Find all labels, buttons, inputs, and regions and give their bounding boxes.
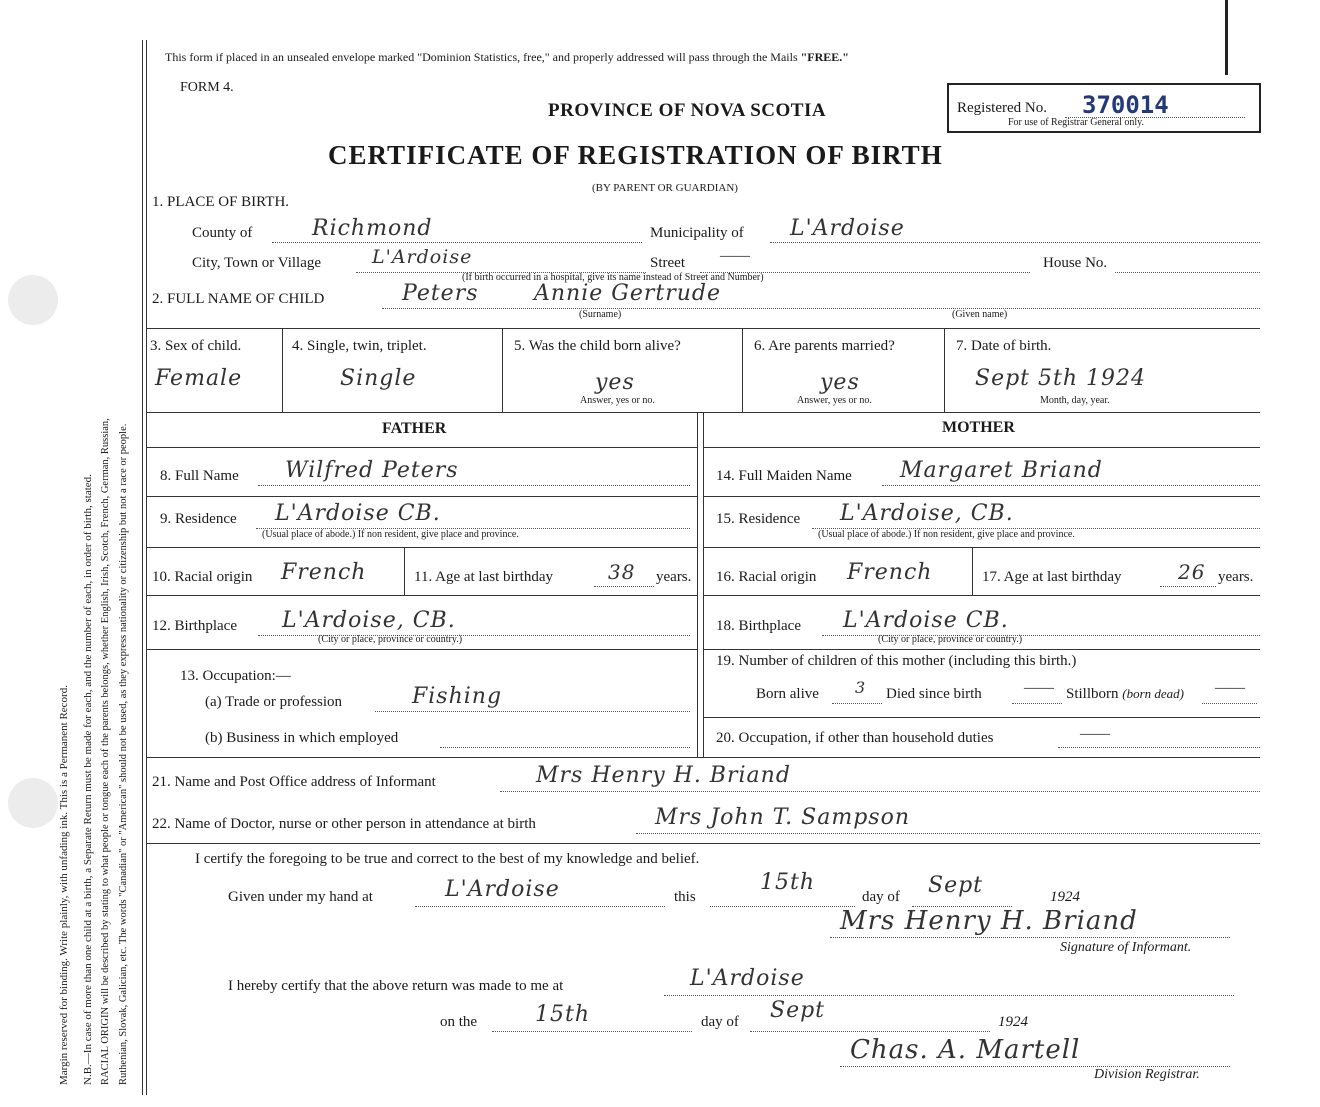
- registrar-day: 15th: [535, 1002, 591, 1027]
- child-given-name: Annie Gertrude: [534, 281, 722, 306]
- plurality-label: 4. Single, twin, triplet.: [292, 338, 427, 354]
- mother-occupation-value: ——: [1080, 726, 1110, 742]
- father-birthplace-label: 12. Birthplace: [152, 618, 237, 634]
- margin-note-1: Margin reserved for binding. Write plainly, with unfading ink. This is a Permanent Record.: [58, 685, 70, 1085]
- father-heading: FATHER: [382, 420, 447, 437]
- hospital-note: (If birth occurred in a hospital, give its name instead of Street and Number): [462, 272, 764, 283]
- father-years: years.: [656, 569, 692, 585]
- form-number: FORM 4.: [180, 80, 234, 95]
- died-label: Died since birth: [886, 686, 982, 702]
- registration-number: 370014: [1082, 91, 1169, 119]
- certify-text: I certify the foregoing to be true and correct to the best of my knowledge and belief.: [195, 851, 700, 867]
- certify-day: 15th: [760, 870, 816, 895]
- mother-age-label: 17. Age at last birthday: [982, 569, 1122, 585]
- father-name-value: Wilfred Peters: [285, 458, 459, 483]
- registrar-month: Sept: [770, 998, 826, 1023]
- father-trade-label: (a) Trade or profession: [205, 694, 343, 710]
- this-label: this: [674, 889, 696, 905]
- mother-birthplace-note: (City or place, province or country.): [878, 634, 1023, 645]
- born-alive-count: 3: [855, 678, 867, 697]
- county-value: Richmond: [312, 216, 433, 241]
- certify-year: 1924: [1050, 889, 1080, 905]
- father-racial-value: French: [281, 560, 367, 585]
- mother-racial-value: French: [847, 560, 933, 585]
- dob-label: 7. Date of birth.: [956, 338, 1052, 354]
- stillborn-value: ——: [1215, 680, 1245, 696]
- parents-married-label: 6. Are parents married?: [754, 338, 895, 354]
- form-left-border: [142, 40, 143, 1095]
- street-label: Street: [650, 255, 685, 271]
- yesno-note: Answer, yes or no.: [797, 395, 872, 406]
- children-count-label: 19. Number of children of this mother (including this birth.): [716, 653, 1077, 669]
- street-value: ——: [720, 248, 750, 264]
- dob-note: Month, day, year.: [1040, 395, 1110, 406]
- municipality-label: Municipality of: [650, 225, 744, 241]
- father-birthplace-value: L'Ardoise, CB.: [282, 608, 456, 633]
- surname-note: (Surname): [579, 309, 622, 320]
- yesno-note: Answer, yes or no.: [580, 395, 655, 406]
- certificate-subtitle: (BY PARENT OR GUARDIAN): [592, 182, 738, 194]
- born-alive-value: yes: [595, 370, 635, 395]
- informant-signature: Mrs Henry H. Briand: [840, 906, 1138, 936]
- given-under-hand-label: Given under my hand at: [228, 889, 373, 905]
- mother-name-value: Margaret Briand: [900, 458, 1103, 483]
- registrar-certify-text: I hereby certify that the above return was made to me at: [228, 978, 564, 994]
- father-age-value: 38: [608, 560, 636, 584]
- municipality-value: L'Ardoise: [790, 216, 905, 241]
- plurality-value: Single: [340, 366, 417, 391]
- father-racial-label: 10. Racial origin: [152, 569, 253, 585]
- died-value: ——: [1024, 680, 1054, 696]
- mother-birthplace-value: L'Ardoise CB.: [843, 608, 1009, 633]
- mother-abode-note: (Usual place of abode.) If non resident, give place and province.: [818, 529, 1075, 540]
- father-residence-value: L'Ardoise CB.: [275, 501, 441, 526]
- father-age-label: 11. Age at last birthday: [414, 569, 553, 585]
- mother-heading: MOTHER: [942, 419, 1015, 436]
- sex-label: 3. Sex of child.: [150, 338, 242, 354]
- registrar-signature: Chas. A. Martell: [850, 1035, 1081, 1065]
- margin-note-4: Ruthenian, Slovak, Galician, etc. The words "Canadian" or "American" should not be used, as they express nationality or citizenship but not a race or people.: [118, 423, 129, 1085]
- father-trade-value: Fishing: [412, 684, 503, 709]
- margin-note-2: N.B.—In case of more than one child at a birth, a Separate Return must be made for each, and the number of each, in order of birth, stated.: [82, 474, 94, 1085]
- registration-note: For use of Registrar General only.: [1008, 117, 1144, 128]
- informant-signature-label: Signature of Informant.: [1060, 940, 1192, 955]
- stillborn-note: (born dead): [1122, 686, 1185, 701]
- registrar-dayof-label: day of: [701, 1014, 739, 1030]
- registrar-year: 1924: [998, 1014, 1028, 1030]
- punch-hole: [8, 778, 58, 828]
- province-title: PROVINCE OF NOVA SCOTIA: [548, 100, 827, 121]
- father-residence-label: 9. Residence: [160, 511, 237, 527]
- mother-residence-value: L'Ardoise, CB.: [840, 501, 1014, 526]
- registrar-place: L'Ardoise: [690, 966, 805, 991]
- house-label: House No.: [1043, 255, 1108, 271]
- given-place: L'Ardoise: [445, 877, 560, 902]
- pen-mark: [1225, 0, 1228, 75]
- father-abode-note: (Usual place of abode.) If non resident, give place and province.: [262, 529, 519, 540]
- child-name-label: 2. FULL NAME OF CHILD: [152, 291, 325, 307]
- punch-hole: [8, 275, 58, 325]
- registration-label: Registered No.: [957, 100, 1047, 116]
- stillborn-label: [1066, 686, 1184, 703]
- place-of-birth-label: 1. PLACE OF BIRTH.: [152, 194, 290, 210]
- sex-value: Female: [155, 366, 243, 391]
- doctor-label: 22. Name of Doctor, nurse or other person in attendance at birth: [152, 816, 536, 832]
- mother-years: years.: [1218, 569, 1254, 585]
- mother-age-value: 26: [1178, 560, 1206, 584]
- doctor-value: Mrs John T. Sampson: [655, 805, 910, 830]
- certify-dayof-label: day of: [862, 889, 900, 905]
- mother-occupation-label: 20. Occupation, if other than household duties: [716, 730, 994, 746]
- mother-residence-label: 15. Residence: [716, 511, 801, 527]
- child-surname: Peters: [402, 281, 479, 306]
- father-business-label: (b) Business in which employed: [205, 730, 399, 746]
- father-name-label: 8. Full Name: [160, 468, 239, 484]
- parents-married-value: yes: [820, 370, 860, 395]
- born-alive-count-label: Born alive: [756, 686, 819, 702]
- city-label: City, Town or Village: [192, 255, 322, 271]
- dob-value: Sept 5th 1924: [975, 366, 1146, 391]
- certificate-title: CERTIFICATE OF REGISTRATION OF BIRTH: [328, 140, 943, 170]
- mother-birthplace-label: 18. Birthplace: [716, 618, 801, 634]
- mother-racial-label: 16. Racial origin: [716, 569, 817, 585]
- born-alive-label: 5. Was the child born alive?: [514, 338, 681, 354]
- stillborn-text: Stillborn: [1066, 686, 1119, 702]
- mother-name-label: 14. Full Maiden Name: [716, 468, 852, 484]
- father-occupation-label: 13. Occupation:—: [180, 668, 291, 684]
- margin-note-3: RACIAL ORIGIN will be described by stating to what people or tongue each of the parents belongs, whether English, Irish, Scotch, French, German, Russian,: [100, 418, 111, 1085]
- on-the-label: on the: [440, 1014, 478, 1030]
- informant-label: 21. Name and Post Office address of Informant: [152, 774, 436, 790]
- city-value: L'Ardoise: [372, 246, 473, 268]
- registrar-title: Division Registrar.: [1094, 1067, 1200, 1082]
- father-birthplace-note: (City or place, province or country.): [318, 634, 463, 645]
- county-label: County of: [192, 225, 253, 241]
- informant-value: Mrs Henry H. Briand: [536, 763, 791, 788]
- given-name-note: (Given name): [952, 309, 1008, 320]
- form-left-border-inner: [146, 40, 147, 1095]
- certify-month: Sept: [928, 873, 984, 898]
- mail-notice: This form if placed in an unsealed envelope marked "Dominion Statistics, free," and properly addressed will pass through the Mails "FREE.": [165, 50, 849, 64]
